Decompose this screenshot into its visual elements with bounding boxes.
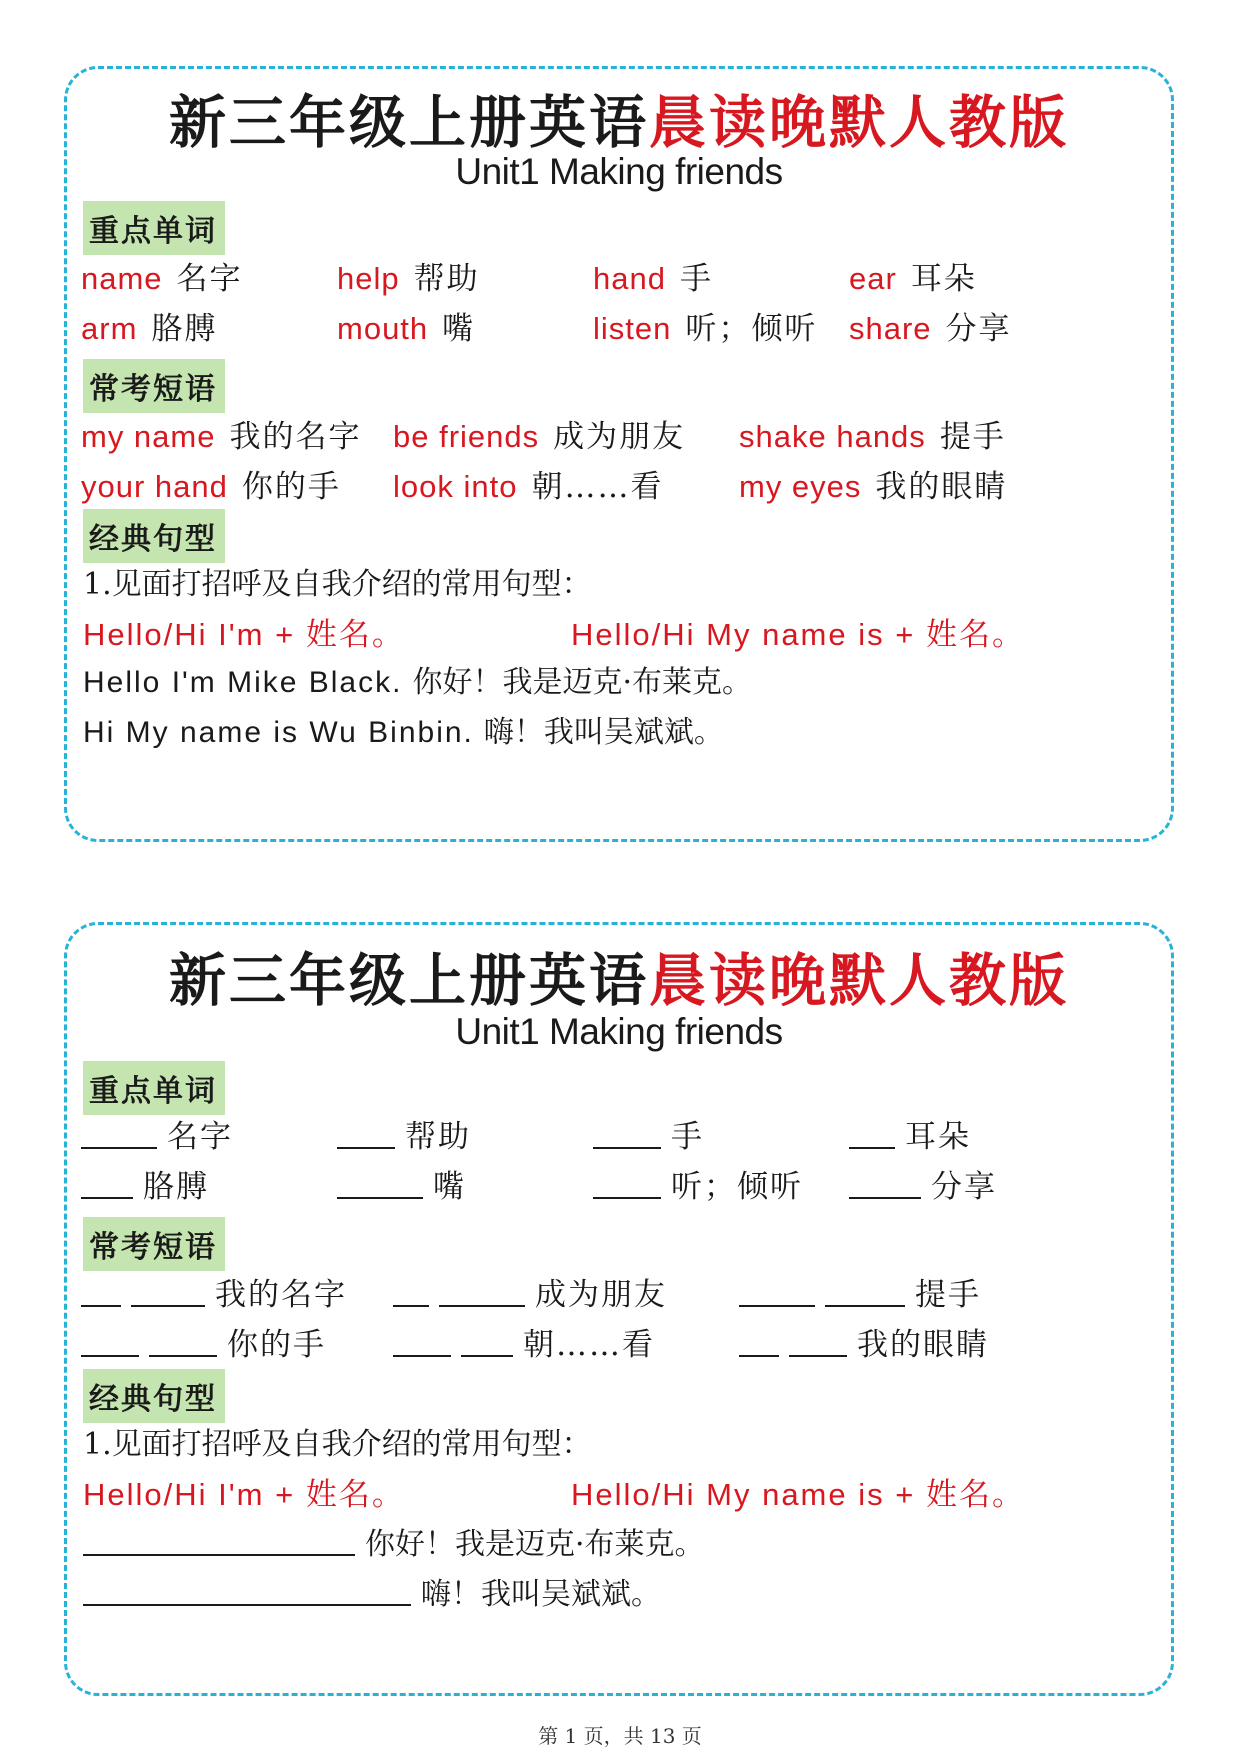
sentence-pattern: Hello/Hi I'm + 姓名。	[83, 617, 405, 653]
sentence-pattern: Hello/Hi I'm + 姓名。	[83, 1477, 405, 1513]
phrase-item: my eyes 我的眼睛	[739, 469, 1008, 505]
answer-blank[interactable]	[393, 1277, 429, 1307]
word-blank: 名字	[81, 1111, 233, 1156]
phrase-item: my name 我的名字	[81, 419, 362, 455]
sentence-pattern: Hello/Hi My name is + 姓名。	[571, 1477, 1025, 1513]
phrase-item: your hand 你的手	[81, 469, 341, 505]
answer-blank[interactable]	[337, 1169, 423, 1199]
unit-subtitle: Unit1 Making friends	[455, 1011, 783, 1052]
word-blank: 胳膊	[81, 1161, 209, 1206]
phrase-blank: 朝……看	[393, 1319, 655, 1364]
answer-blank[interactable]	[393, 1327, 451, 1357]
page-title: 新三年级上册英语晨读晚默人教版	[169, 947, 1069, 1014]
answer-blank[interactable]	[83, 1576, 411, 1606]
example-sentence: Hello I'm Mike Black. 你好！我是迈克·布莱克。	[83, 665, 753, 700]
sentence-heading: 1.见面打招呼及自我介绍的常用句型：	[83, 567, 592, 602]
phrase-item: look into 朝……看	[393, 469, 664, 505]
answer-blank[interactable]	[739, 1327, 779, 1357]
page-title: 新三年级上册英语晨读晚默人教版	[169, 89, 1069, 156]
word-blank: 耳朵	[849, 1111, 971, 1156]
answer-blank[interactable]	[81, 1169, 133, 1199]
answer-blank[interactable]	[593, 1119, 661, 1149]
answer-card	[64, 66, 1174, 842]
word-item: listen 听；倾听	[593, 311, 818, 347]
answer-blank[interactable]	[83, 1526, 355, 1556]
answer-blank[interactable]	[149, 1327, 217, 1357]
answer-blank[interactable]	[131, 1277, 205, 1307]
example-sentence: Hi My name is Wu Binbin. 嗨！我叫吴斌斌。	[83, 715, 724, 750]
phrase-blank: 我的眼睛	[739, 1319, 989, 1364]
phrase-item: be friends 成为朋友	[393, 419, 686, 455]
word-item: mouth 嘴	[337, 311, 476, 347]
section-label-words: 重点单词	[83, 1061, 225, 1115]
answer-blank[interactable]	[849, 1119, 895, 1149]
word-item: ear 耳朵	[849, 261, 977, 297]
answer-blank[interactable]	[849, 1169, 921, 1199]
word-blank: 听；倾听	[593, 1161, 803, 1206]
section-label-words: 重点单词	[83, 201, 225, 255]
answer-blank[interactable]	[81, 1119, 157, 1149]
word-item: hand 手	[593, 261, 713, 297]
section-label-sentences: 经典句型	[83, 509, 225, 563]
unit-subtitle: Unit1 Making friends	[455, 151, 783, 192]
phrase-item: shake hands 提手	[739, 419, 1006, 455]
answer-blank[interactable]	[825, 1277, 905, 1307]
phrase-blank: 提手	[739, 1269, 981, 1314]
section-label-phrases: 常考短语	[83, 359, 225, 413]
section-label-sentences: 经典句型	[83, 1369, 225, 1423]
answer-blank[interactable]	[789, 1327, 847, 1357]
phrase-blank: 我的名字	[81, 1269, 347, 1314]
answer-blank[interactable]	[739, 1277, 815, 1307]
word-blank: 帮助	[337, 1111, 471, 1156]
word-blank: 手	[593, 1111, 704, 1156]
word-item: arm 胳膊	[81, 311, 218, 347]
word-blank: 分享	[849, 1161, 997, 1206]
answer-blank[interactable]	[593, 1169, 661, 1199]
word-item: share 分享	[849, 311, 1012, 347]
phrase-blank: 你的手	[81, 1319, 326, 1364]
answer-blank[interactable]	[81, 1327, 139, 1357]
example-blank: 你好！我是迈克·布莱克。	[83, 1519, 705, 1563]
word-blank: 嘴	[337, 1161, 466, 1206]
example-blank: 嗨！我叫吴斌斌。	[83, 1569, 661, 1613]
answer-blank[interactable]	[337, 1119, 395, 1149]
answer-blank[interactable]	[81, 1277, 121, 1307]
answer-blank[interactable]	[461, 1327, 513, 1357]
sentence-pattern: Hello/Hi My name is + 姓名。	[571, 617, 1025, 653]
word-item: help 帮助	[337, 261, 480, 297]
phrase-blank: 成为朋友	[393, 1269, 667, 1314]
section-label-phrases: 常考短语	[83, 1217, 225, 1271]
sentence-heading: 1.见面打招呼及自我介绍的常用句型：	[83, 1427, 592, 1462]
word-item: name 名字	[81, 261, 243, 297]
exercise-card	[64, 922, 1174, 1696]
page-footer: 第 1 页，共 13 页	[538, 1724, 702, 1748]
answer-blank[interactable]	[439, 1277, 525, 1307]
